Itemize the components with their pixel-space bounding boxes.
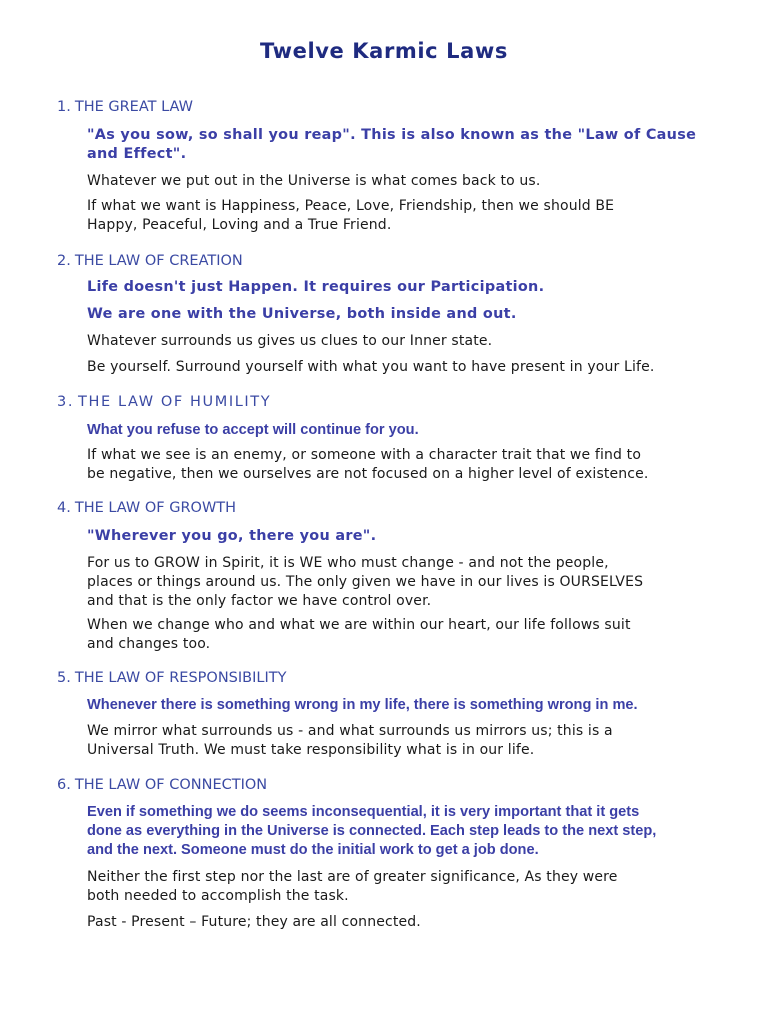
law-4-quote-line-1: "Wherever you go, there you are". <box>87 528 377 544</box>
law-4-text-line-4: When we change who and what we are within our heart, our life follows suit <box>87 617 631 633</box>
law-3-quote-line-1: What you refuse to accept will continue for you. <box>87 422 419 438</box>
law-5-heading <box>57 670 286 686</box>
law-1-text-line-3: Happy, Peaceful, Loving and a True Friend. <box>87 217 392 233</box>
law-3-text-line-1: If what we see is an enemy, or someone with a character trait that we find to <box>87 447 642 463</box>
law-2-heading <box>57 253 243 269</box>
law-2-number: 2. <box>57 253 71 269</box>
law-1-quote-line-2: and Effect". <box>87 146 187 162</box>
law-3-text-line-2: be negative, then we ourselves are not focused on a higher level of existence. <box>87 466 649 482</box>
law-1-heading <box>57 99 193 115</box>
page-title: Twelve Karmic Laws <box>260 39 508 63</box>
law-1-title: THE GREAT LAW <box>74 99 193 115</box>
law-6-heading <box>57 777 267 793</box>
law-5-text-line-2: Universal Truth. We must take responsibility what is in our life. <box>87 742 535 758</box>
law-6-quote-line-2: done as everything in the Universe is connected. Each step leads to the next step, <box>87 823 657 839</box>
law-6-text-line-2: both needed to accomplish the task. <box>87 888 349 904</box>
law-5-quote-line-1: Whenever there is something wrong in my life, there is something wrong in me. <box>87 697 638 713</box>
law-2-text-line-2: Be yourself. Surround yourself with what you want to have present in your Life. <box>87 359 655 375</box>
law-6-quote-line-1: Even if something we do seems inconsequential, it is very important that it gets <box>87 804 640 820</box>
law-4-text-line-3: and that is the only factor we have control over. <box>87 593 432 609</box>
law-6-title: THE LAW OF CONNECTION <box>74 777 268 793</box>
law-3-title: THE LAW OF HUMILITY <box>78 394 272 410</box>
law-1-text-line-1: Whatever we put out in the Universe is what comes back to us. <box>87 173 541 189</box>
law-6-text-line-1: Neither the first step nor the last are of greater significance, As they were <box>87 869 618 885</box>
law-6-text-line-3: Past - Present – Future; they are all connected. <box>87 914 421 930</box>
law-2-quote-line-1: Life doesn't just Happen. It requires our Participation. <box>87 279 545 295</box>
law-4-text-line-5: and changes too. <box>87 636 211 652</box>
law-3-heading <box>57 394 271 410</box>
law-4-text-line-2: places or things around us. The only given we have in our lives is OURSELVES <box>87 574 644 590</box>
law-6-quote-line-3: and the next. Someone must do the initial work to get a job done. <box>87 842 539 858</box>
law-2-quote-line-2: We are one with the Universe, both inside and out. <box>87 306 517 322</box>
law-6-number: 6. <box>57 777 71 793</box>
law-2-text-line-1: Whatever surrounds us gives us clues to our Inner state. <box>87 333 493 349</box>
law-2-title: THE LAW OF CREATION <box>74 253 243 269</box>
law-5-title: THE LAW OF RESPONSIBILITY <box>74 670 287 686</box>
law-1-quote-line-1: "As you sow, so shall you reap". This is also known as the "Law of Cause <box>87 127 697 143</box>
law-5-text-line-1: We mirror what surrounds us - and what surrounds us mirrors us; this is a <box>87 723 613 739</box>
law-3-number: 3. <box>57 394 75 410</box>
law-1-text-line-2: If what we want is Happiness, Peace, Love, Friendship, then we should BE <box>87 198 615 214</box>
law-4-title: THE LAW OF GROWTH <box>74 500 237 516</box>
law-4-text-line-1: For us to GROW in Spirit, it is WE who must change - and not the people, <box>87 555 609 571</box>
law-4-heading <box>57 500 236 516</box>
law-4-number: 4. <box>57 500 71 516</box>
law-5-number: 5. <box>57 670 71 686</box>
law-1-number: 1. <box>57 99 71 115</box>
